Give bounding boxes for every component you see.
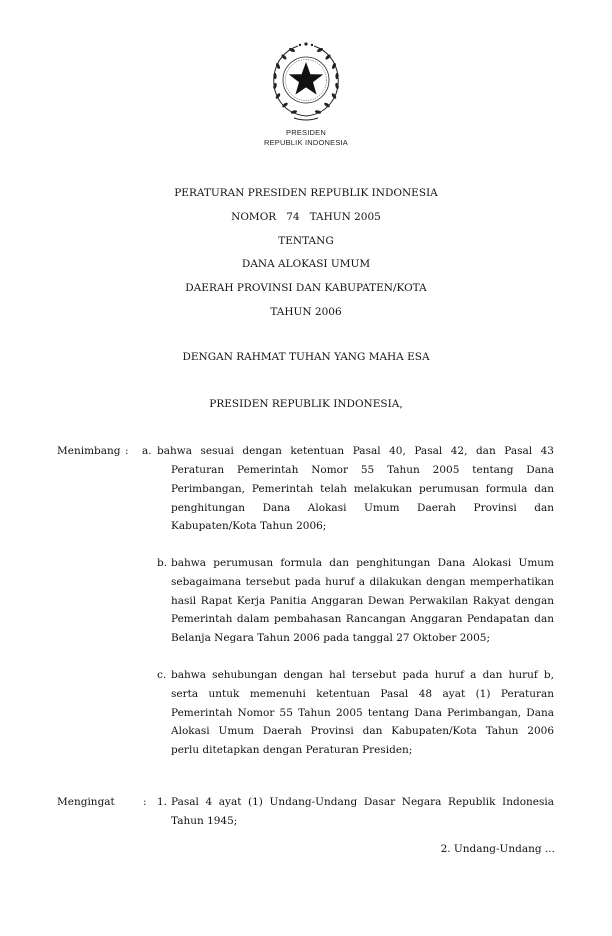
menimbang-label: Menimbang bbox=[57, 445, 121, 457]
title-line-2: NOMOR 74 TAHUN 2005 bbox=[231, 210, 381, 223]
title-line-1: PERATURAN PRESIDEN REPUBLIK INDONESIA bbox=[174, 187, 438, 199]
text-line: hasil Rapat Kerja Panitia Anggaran Dewan Perwakilan Rakyat dengan bbox=[171, 594, 554, 607]
text-line: Pemerintah dalam pembahasan Rancangan Anggaran Pendapatan dan bbox=[171, 613, 554, 626]
text-line: Alokasi Umum Daerah Provinsi dan Kabupaten/Kota Tahun 2006 bbox=[171, 725, 554, 738]
text-line: Pasal 4 ayat (1) Undang-Undang Dasar Negara Republik Indonesia bbox=[171, 796, 554, 808]
text-line: perlu ditetapkan dengan Peraturan Presiden; bbox=[171, 744, 413, 757]
text-line: penghitungan Dana Alokasi Umum Daerah Provinsi dan bbox=[171, 501, 554, 514]
mengingat-item-1 bbox=[171, 793, 554, 831]
menimbang-marker-a: a. bbox=[142, 445, 152, 457]
mengingat-colon: : bbox=[143, 796, 147, 808]
garuda-star-wreath-icon bbox=[266, 40, 346, 124]
title-line-3: TENTANG bbox=[278, 234, 334, 247]
title-line-5: DAERAH PROVINSI DAN KABUPATEN/KOTA bbox=[185, 282, 427, 295]
text-line: Belanja Negara Tahun 2006 pada tanggal 27 Oktober 2005; bbox=[171, 632, 490, 645]
text-line: sebagaimana tersebut pada huruf a dilakukan dengan memperhatikan bbox=[171, 575, 554, 588]
text-line: Kabupaten/Kota Tahun 2006; bbox=[171, 520, 327, 533]
regulation-title bbox=[0, 182, 612, 325]
text-line: Perimbangan, Pemerintah telah melakukan perumusan formula dan bbox=[171, 482, 554, 495]
text-line: Pemerintah Nomor 55 Tahun 2005 tentang Dana Perimbangan, Dana bbox=[171, 706, 554, 719]
emblem-caption-line2: REPUBLIK INDONESIA bbox=[263, 138, 349, 147]
menimbang-item-a-cont bbox=[171, 461, 554, 536]
menimbang-item-c bbox=[171, 666, 554, 760]
menimbang-item-a bbox=[157, 442, 554, 461]
menimbang-item-b bbox=[171, 554, 554, 648]
text-line: bahwa perumusan formula dan penghitungan Dana Alokasi Umum bbox=[171, 557, 554, 569]
title-line-4: DANA ALOKASI UMUM bbox=[241, 258, 371, 271]
menimbang-marker-b: b. bbox=[157, 557, 168, 569]
mengingat-label: Mengingat bbox=[57, 796, 115, 808]
preamble: DENGAN RAHMAT TUHAN YANG MAHA ESA bbox=[182, 351, 430, 363]
menimbang-colon: : bbox=[125, 445, 129, 457]
menimbang-marker-c: c. bbox=[157, 669, 167, 681]
page-continuation: 2. Undang-Undang ... bbox=[440, 843, 555, 855]
text-line: bahwa sesuai dengan ketentuan Pasal 40, Pasal 42, dan Pasal 43 bbox=[157, 445, 554, 457]
text-line: bahwa sehubungan dengan hal tersebut pada huruf a dan huruf b, bbox=[171, 669, 554, 681]
text-line: Peraturan Pemerintah Nomor 55 Tahun 2005 tentang Dana bbox=[171, 464, 554, 476]
president-line: PRESIDEN REPUBLIK INDONESIA, bbox=[209, 398, 403, 410]
emblem-caption-line1: PRESIDEN bbox=[286, 128, 326, 137]
text-line: serta untuk memenuhi ketentuan Pasal 48 ayat (1) Peraturan bbox=[171, 687, 554, 700]
mengingat-marker-1: 1. bbox=[157, 796, 168, 808]
title-line-6: TAHUN 2006 bbox=[270, 305, 342, 318]
text-line: Tahun 1945; bbox=[171, 814, 238, 827]
